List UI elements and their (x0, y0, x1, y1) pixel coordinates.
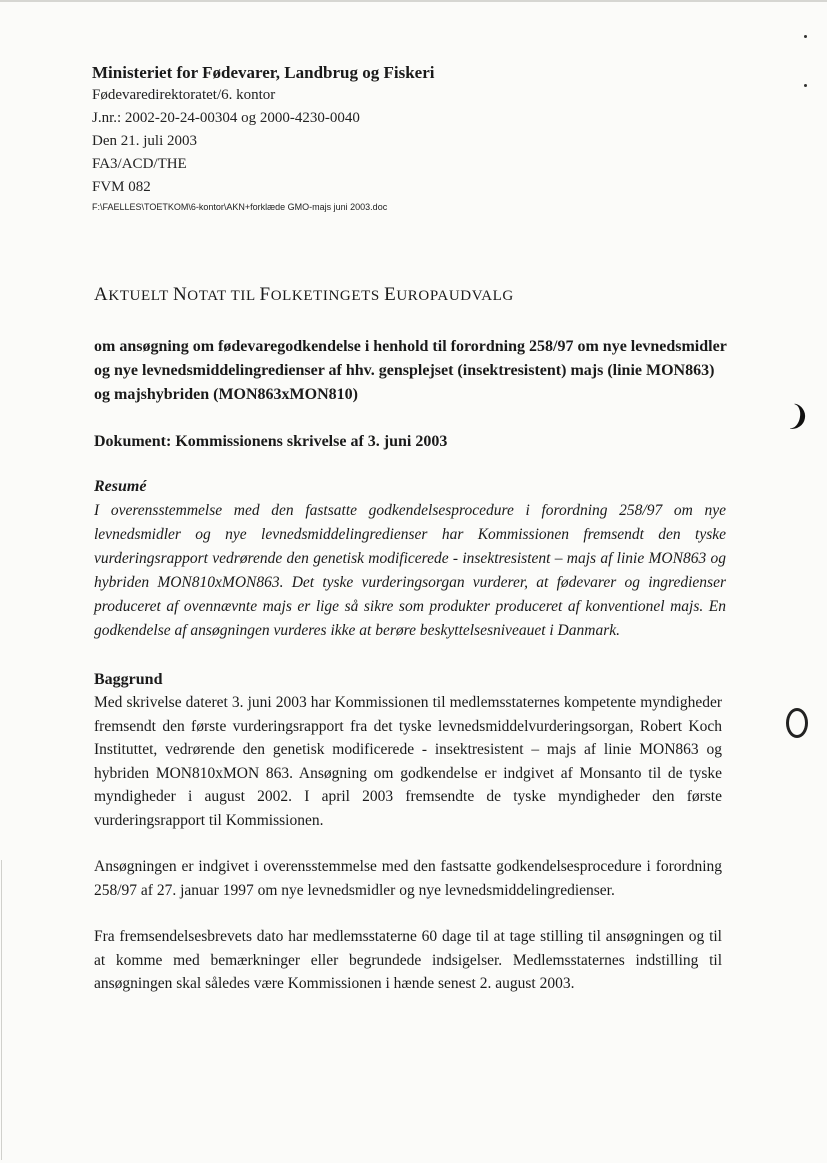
dokument-reference: Dokument: Kommissionens skrivelse af 3. juni 2003 (94, 433, 448, 450)
journal-number: J.nr.: 2002-20-24-00304 og 2000-4230-0040 (92, 110, 360, 126)
punch-hole-ring (786, 708, 808, 738)
baggrund-paragraph: Med skrivelse dateret 3. juni 2003 har Kommissionen til medlemsstaternes kompetente myndigheder fremsendt den første vurderingsrapport fra det tyske levnedsmiddelvurderingsorgan, Robert Koch Instituttet, vedrørende den genetisk modificerede - insektresistent – majs af linie MON863 og hybriden MON810xMON 863. Ansøgning om godkendelse er indgivet af Monsanto til de tyske myndigheder i august 2002. I april 2003 fremsendte de tyske myndigheder den første vurderingsrapport til Kommissionen. (94, 694, 722, 829)
resume-body: I overensstemmelse med den fastsatte godkendelsesprocedure i forordning 258/97 om nye levnedsmidler og nye levnedsmiddelingredienser har Kommissionen fremsendt den tyske vurderingsrapport vedrørende den genetisk modificerede - insektresistent – majs af linie MON863 og hybriden MON810xMON863. Det tyske vurderingsorgan vurderer, at fødevarer og ingredienser produceret af ovennævnte majs er lige så sikre som produkter produceret af konventionel majs. En godkendelse af ansøgningen vurderes ikke at berøre beskyttelsesniveauet i Danmark. (94, 502, 726, 639)
document-date: Den 21. juli 2003 (92, 133, 197, 149)
scan-edge-top (0, 0, 827, 2)
baggrund-paragraph: Fra fremsendelsesbrevets dato har medlemsstaterne 60 dage til at tage stilling til ansøgningen og til at komme med bemærkninger eller begrundede indsigelser. Medlemsstaternes indstilling til ansøgningen skal således være Kommissionen i hænde senest 2. august 2003. (94, 928, 722, 992)
scan-dot (804, 35, 807, 38)
ministry-name: Ministeriet for Fødevarer, Landbrug og Fiskeri (92, 63, 435, 82)
subject-line: om ansøgning om fødevaregodkendelse i henhold til forordning 258/97 om nye levnedsmidler og nye levnedsmiddelingredienser af hhv. gensplejset (insektresistent) majs (linie MON863) og majshybriden (MON863xMON810) (94, 338, 727, 403)
baggrund-paragraph: Ansøgningen er indgivet i overensstemmelse med den fastsatte godkendelsesprocedure i forordning 258/97 af 27. januar 1997 om nye levnedsmidler og nye levnedsmiddelingredienser. (94, 858, 722, 899)
initials: FA3/ACD/THE (92, 156, 187, 172)
resume-heading: Resumé (94, 478, 147, 495)
document-page (92, 62, 732, 996)
file-path: F:\FAELLES\TOETKOM\6-kontor\AKN+forklæde GMO-majs juni 2003.doc (92, 202, 388, 212)
notat-title: AKTUELT NOTAT TIL FOLKETINGETS EUROPAUDVALG (94, 284, 514, 305)
punch-hole-mark: ❩ (784, 398, 814, 435)
baggrund-heading: Baggrund (94, 671, 163, 688)
document-code: FVM 082 (92, 179, 151, 195)
scan-edge-left (1, 860, 2, 1160)
scan-dot (804, 84, 807, 87)
department: Fødevaredirektoratet/6. kontor (92, 87, 276, 103)
